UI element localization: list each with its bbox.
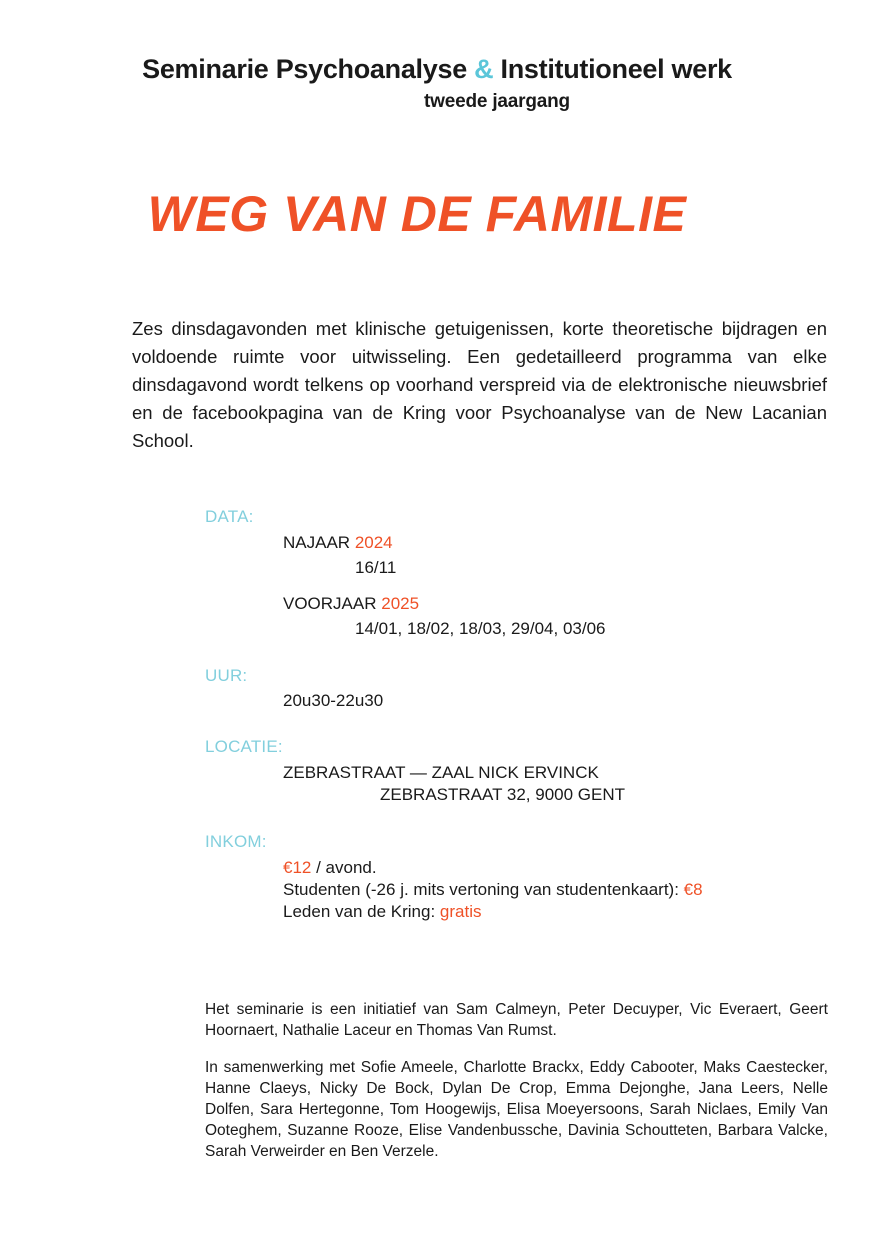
info-label-inkom: INKOM:: [205, 832, 267, 851]
voorjaar-year: 2025: [381, 594, 420, 613]
uur-value: 20u30-22u30: [283, 691, 384, 710]
price-students-row: [283, 879, 874, 901]
info-body-inkom: [283, 857, 874, 923]
price-members-row: [283, 901, 874, 923]
series-title-part1: Seminarie Psychoanalyse: [142, 54, 475, 84]
poster-header: [0, 0, 874, 113]
spacer: [283, 579, 874, 593]
price-general: €12: [283, 858, 312, 877]
credits-initiative: Het seminarie is een initiatief van Sam Calmeyn, Peter Decuyper, Vic Everaert, Geert Hoornaert, Nathalie Laceur en Thomas Van Rumst.: [205, 1001, 828, 1039]
intro-paragraph: Zes dinsdagavonden met klinische getuigenissen, korte theoretische bijdragen en voldoende ruimte voor uitwisseling. Een gedetailleerd programma van elke dinsdagavond wordt telkens op voorhand verspreid via de elektronische nieuwsbrief en de facebookpagina van de Kring voor Psychoanalyse van de New Lacanian School.: [132, 318, 827, 451]
najaar-dates: 16/11: [355, 558, 397, 577]
najaar-label: NAJAAR: [283, 533, 351, 552]
info-body-data: [283, 532, 874, 640]
info-label-data: DATA:: [205, 507, 254, 526]
price-members-text: Leden van de Kring:: [283, 902, 440, 921]
info-group-data: [205, 507, 874, 640]
voorjaar-dates: 14/01, 18/02, 18/03, 29/04, 03/06: [355, 619, 606, 638]
info-label-uur: UUR:: [205, 666, 248, 685]
venue-address: ZEBRASTRAAT 32, 9000 GENT: [380, 785, 626, 804]
info-group-inkom: [205, 832, 874, 923]
credits-block: [205, 999, 828, 1162]
najaar-year: 2024: [354, 533, 393, 552]
price-general-row: [283, 857, 874, 879]
venue-name: ZEBRASTRAAT — ZAAL NICK ERVINCK: [283, 763, 599, 782]
ampersand-glyph: &: [474, 54, 494, 84]
credits-collaboration: In samenwerking met Sofie Ameele, Charlotte Brackx, Eddy Cabooter, Maks Caestecker, Hanne Claeys, Nicky De Bock, Dylan De Crop, Emma Dejonghe, Jana Leers, Nelle Dolfen, Sara Hertegonne, Tom Hoogewijs, Elisa Moeyersoons, Sarah Niclaes, Emily Van Ooteghem, Suzanne Rooze, Elise Vandenbussche, Davinia Schoutteten, Barbara Valcke, Sarah Verweirder en Ben Verzele.: [205, 1059, 828, 1160]
info-block: [205, 507, 874, 923]
voorjaar-row: [283, 593, 874, 615]
page-title: WEG VAN DE FAMILIE: [147, 186, 687, 242]
info-label-locatie: LOCATIE:: [205, 737, 283, 756]
seminar-series-title: [0, 54, 874, 85]
info-group-locatie: [205, 737, 874, 806]
series-subtitle: tweede jaargang: [424, 91, 570, 112]
najaar-row: [283, 532, 874, 554]
price-members: gratis: [439, 902, 482, 921]
price-students: €8: [683, 880, 703, 899]
series-title-part2: Institutioneel werk: [493, 54, 732, 84]
voorjaar-label: VOORJAAR: [283, 594, 377, 613]
price-students-text: Studenten (-26 j. mits vertoning van studentenkaart):: [283, 880, 684, 899]
price-general-suffix: / avond.: [311, 858, 377, 877]
info-group-uur: [205, 666, 874, 711]
info-body-locatie: [283, 762, 874, 806]
